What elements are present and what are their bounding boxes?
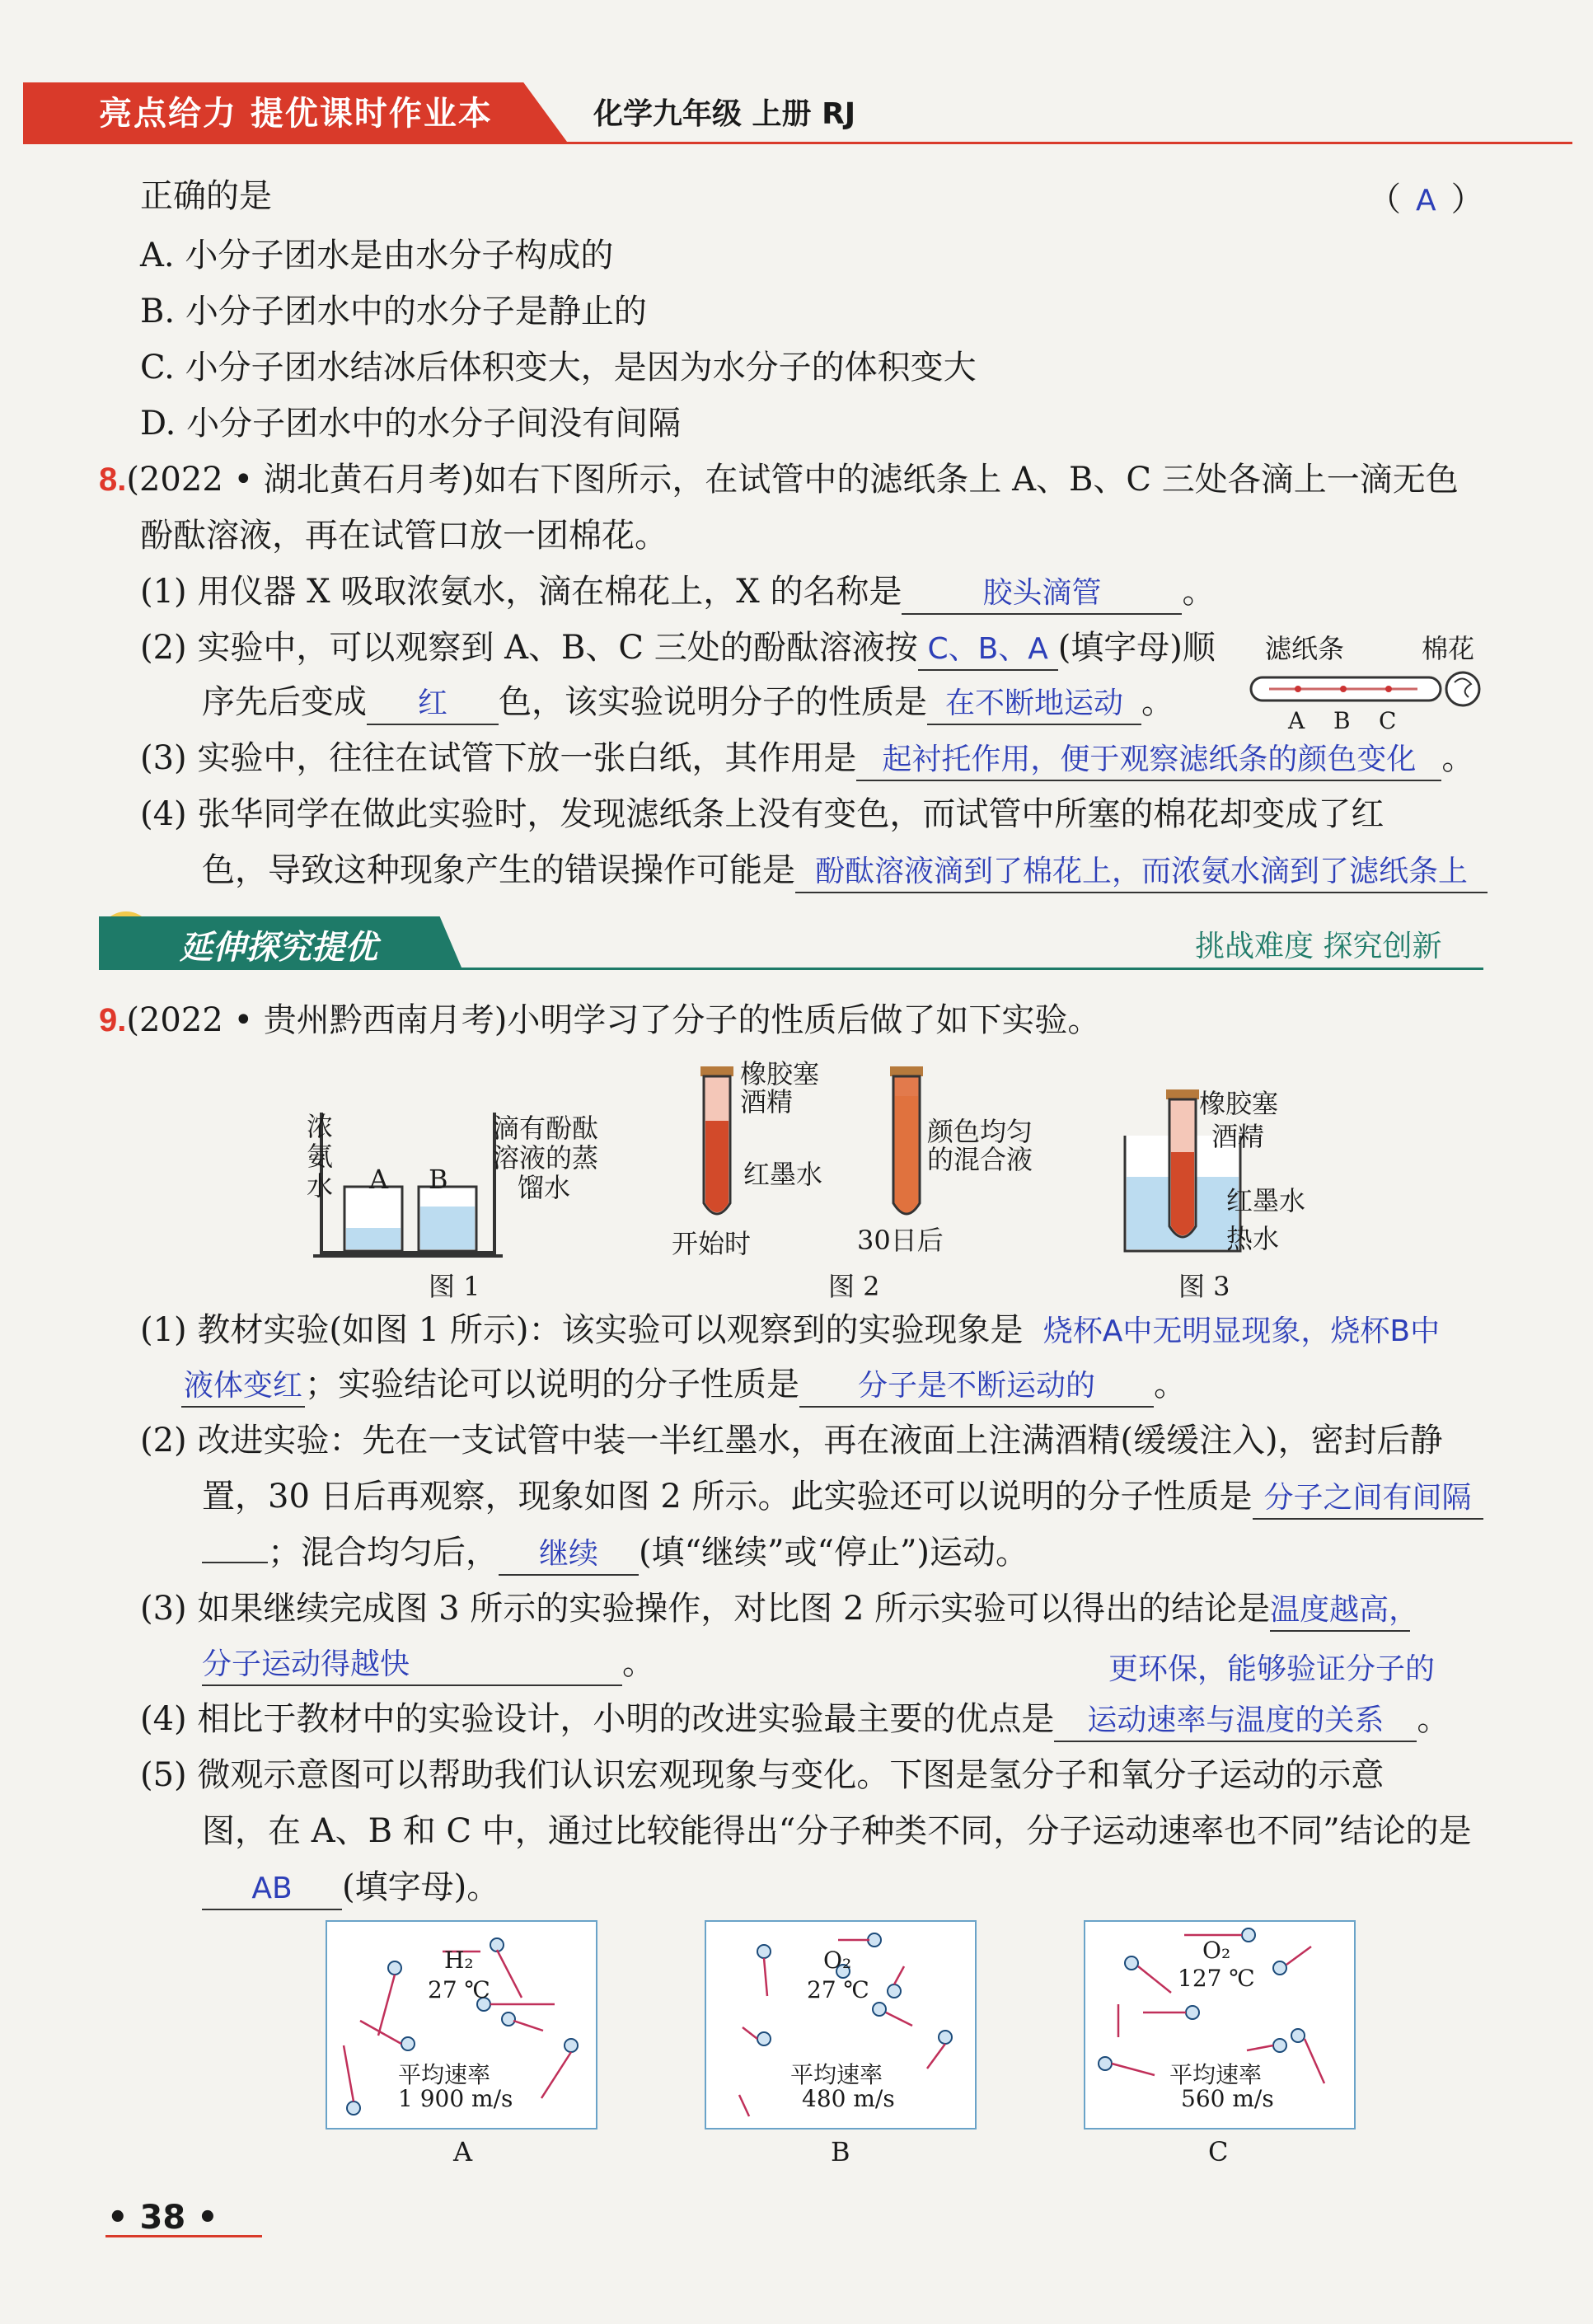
q9-answer-5: AB	[202, 1869, 342, 1910]
section-title: 延伸探究提优	[180, 929, 377, 967]
book-title: 亮点给力 提优课时作业本	[99, 95, 493, 133]
q9-answer-1c: 分子是不断运动的	[799, 1366, 1154, 1408]
q8-answer-2a: C、B、A	[918, 630, 1058, 671]
q9-answer-1b: 液体变红	[181, 1366, 305, 1408]
q9-part-3a: (3) 如果继续完成图 3 所示的实验操作，对比图 2 所示实验可以得出的结论是温度越高，	[140, 1587, 1410, 1632]
q7-option-c: C. 小分子团水结冰后体积变大，是因为水分子的体积变大	[140, 349, 977, 387]
q7-tail: 正确的是	[140, 177, 272, 215]
q8-part-1: (1) 用仪器 X 吸取浓氨水，滴在棉花上，X 的名称是 胶头滴管 。	[140, 570, 1215, 615]
panel-c-caption: C	[1208, 2136, 1229, 2167]
q9-part-2a: (2) 改进实验：先在一支试管中装一半红墨水，再在液面上注满酒精(缓缓注入)，密封后静	[140, 1422, 1443, 1460]
test-tube-icon	[1244, 666, 1492, 715]
section-rule	[99, 968, 1483, 970]
q9-answer-2a: 分子之间有间隔	[1253, 1478, 1483, 1520]
q8-part-2a: (2) 实验中，可以观察到 A、B、C 三处的酚酞溶液按 C、B、A (填字母)顺	[140, 626, 1216, 671]
q9-part-5a: (5) 微观示意图可以帮助我们认识宏观现象与变化。下图是氢分子和氧分子运动的示意	[140, 1756, 1385, 1794]
q9-part-3b: 分子运动得越快 。	[202, 1642, 655, 1686]
q9-part-5c: AB (填字母)。	[202, 1866, 499, 1910]
panel-b-caption: B	[831, 2136, 850, 2167]
q8-part-4b: 色，导致这种现象产生的错误操作可能是 酚酞溶液滴到了棉花上，而浓氨水滴到了滤纸条上	[202, 849, 1488, 893]
q7-answer: A	[1416, 184, 1436, 218]
q8-answer-1: 胶头滴管	[902, 574, 1182, 615]
q9-answer-3b: 分子运动得越快	[202, 1645, 622, 1686]
q9-answer-2b: 继续	[499, 1534, 639, 1576]
q8-answer-3: 起衬托作用，便于观察滤纸条的颜色变化	[856, 740, 1441, 781]
panel-a-caption: A	[453, 2136, 473, 2167]
q8-stem-1: 8.(2022 • 湖北黄石月考)如右下图所示，在试管中的滤纸条上 A、B、C 三处各滴上一滴无色	[99, 461, 1459, 499]
q9-stem: 9.(2022 • 贵州黔西南月考)小明学习了分子的性质后做了如下实验。	[99, 1001, 1101, 1039]
q8-part-2b: 序先后变成 红 色，该实验说明分子的性质是 在不断地运动 。	[202, 681, 1174, 725]
q9-part-1b: 液体变红；实验结论可以说明的分子性质是 分子是不断运动的 。	[181, 1363, 1187, 1408]
q9-part-2b: 置，30 日后再观察，现象如图 2 所示。此实验还可以说明的分子性质是 分子之间有间隔	[202, 1475, 1483, 1520]
q7-answer-bracket: （ A ）	[1368, 180, 1484, 218]
q9-answer-1a: 烧杯A中无明显现象，烧杯B中	[1042, 1314, 1441, 1348]
panel-b: O₂ 27 ℃ 平均速率 480 m/s	[705, 1920, 977, 2130]
q8-answer-2b: 红	[367, 684, 499, 725]
q9-part-4: (4) 相比于教材中的实验设计，小明的改进实验最主要的优点是 运动速率与温度的关系 。	[140, 1698, 1450, 1742]
q9-answer-4: 运动速率与温度的关系	[1054, 1701, 1417, 1742]
q9-part-1a: (1) 教材实验(如图 1 所示)：该实验可以观察到的实验现象是 烧杯A中无明显现象，烧杯B中	[140, 1309, 1459, 1352]
q7-option-a: A. 小分子团水是由水分子构成的	[140, 237, 614, 274]
q7-option-b: B. 小分子团水中的水分子是静止的	[140, 293, 647, 330]
header-rule	[23, 142, 1572, 144]
q9-answer-4-pre: 更环保，能够验证分子的	[1108, 1652, 1436, 1686]
q8-answer-4: 酚酞溶液滴到了棉花上，而浓氨水滴到了滤纸条上	[795, 852, 1488, 893]
panel-a: H₂ 27 ℃ 平均速率 1 900 m/s	[326, 1920, 597, 2130]
q9-part-5b: 图，在 A、B 和 C 中，通过比较能得出“分子种类不同，分子运动速率也不同”结论的是	[202, 1812, 1472, 1850]
beaker-setup-icon	[313, 1104, 503, 1261]
subject-label: 化学九年级 上册 RJ	[593, 97, 856, 131]
page-number: • 38 •	[107, 2199, 218, 2237]
panel-c: O₂ 127 ℃ 平均速率 560 m/s	[1084, 1920, 1356, 2130]
q8-part-3: (3) 实验中，往往在试管下放一张白纸，其作用是 起衬托作用，便于观察滤纸条的颜色变化 。	[140, 737, 1474, 781]
q9-part-2c: ；混合均匀后， 继续 (填“继续”或“停止”)运动。	[202, 1531, 1028, 1576]
q8-part-4a: (4) 张华同学在做此实验时，发现滤纸条上没有变色，而试管中所塞的棉花却变成了红	[140, 795, 1385, 833]
q8-stem-2: 酚酞溶液，再在试管口放一团棉花。	[140, 517, 668, 555]
q8-answer-2c: 在不断地运动	[927, 684, 1141, 725]
section-subtitle: 挑战难度 探究创新	[1195, 930, 1442, 963]
q9-answer-3a: 温度越高，	[1270, 1591, 1410, 1632]
q7-option-d: D. 小分子团水中的水分子间没有间隔	[140, 405, 682, 443]
